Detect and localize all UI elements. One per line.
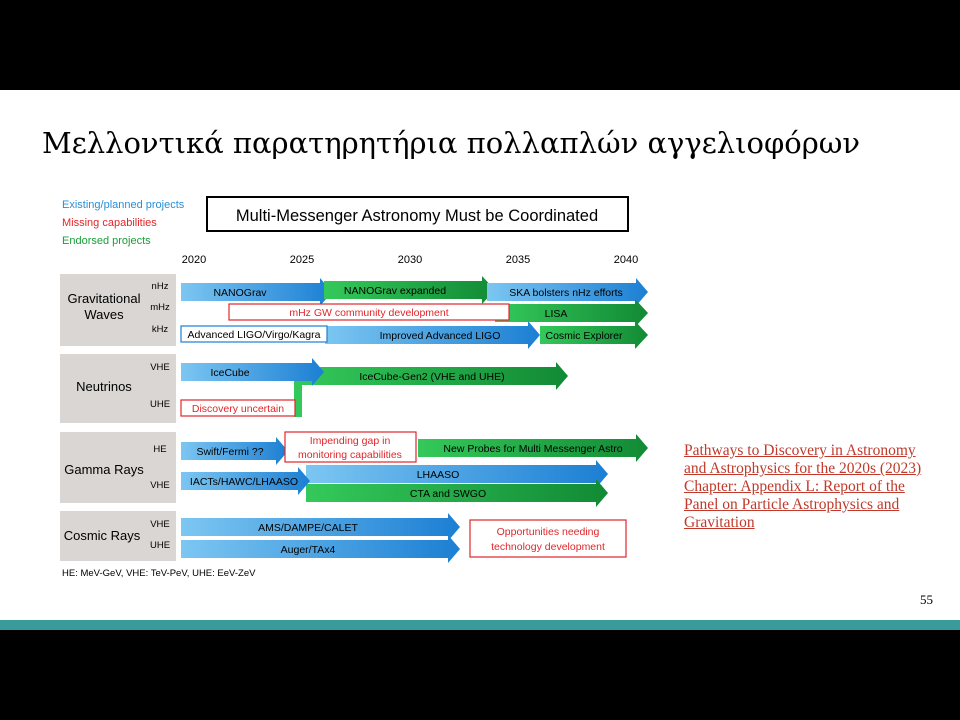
category-label: Neutrinos bbox=[76, 379, 132, 394]
slide-title: Μελλοντικά παρατηρητήρια πολλαπλών αγγελιοφόρων bbox=[42, 126, 861, 160]
category-label: Waves bbox=[84, 307, 124, 322]
footer-accent-bar bbox=[0, 620, 960, 630]
reference-line[interactable]: Pathways to Discovery in Astronomy bbox=[684, 442, 916, 459]
project-impending-gap-line2: monitoring capabilities bbox=[298, 449, 402, 461]
legend-missing: Missing capabilities bbox=[62, 217, 157, 229]
project-opportunities-line2: technology development bbox=[491, 541, 605, 553]
band-label: UHE bbox=[149, 540, 171, 551]
reference-link[interactable] bbox=[684, 442, 944, 532]
year-2030: 2030 bbox=[397, 254, 423, 266]
legend-endorsed: Endorsed projects bbox=[62, 235, 151, 247]
band-label: nHz bbox=[151, 281, 169, 292]
timeline-diagram bbox=[40, 177, 662, 585]
band-label: VHE bbox=[150, 519, 170, 530]
band-label: VHE bbox=[150, 362, 170, 373]
project-auger: Auger/TAx4 bbox=[280, 544, 336, 556]
figure-footnote: HE: MeV-GeV, VHE: TeV-PeV, UHE: EeV-ZeV bbox=[62, 568, 256, 579]
year-2040: 2040 bbox=[613, 254, 639, 266]
project-new-probes: New Probes for Multi Messenger Astro bbox=[443, 443, 623, 455]
project-nanograv: NANOGrav bbox=[213, 287, 267, 299]
project-cosmic-explorer: Cosmic Explorer bbox=[545, 330, 623, 342]
project-nanograv-expanded: NANOGrav expanded bbox=[343, 285, 447, 297]
project-impending-gap-line1: Impending gap in bbox=[309, 435, 391, 447]
headline: Multi-Messenger Astronomy Must be Coordinated bbox=[235, 207, 599, 225]
year-2020: 2020 bbox=[181, 254, 207, 266]
project-advanced-ligo: Advanced LIGO/Virgo/Kagra bbox=[187, 329, 321, 341]
band-label: HE bbox=[153, 444, 167, 455]
project-discovery-uncertain: Discovery uncertain bbox=[191, 403, 285, 415]
project-ska: SKA bolsters nHz efforts bbox=[509, 287, 623, 299]
project-lhaaso: LHAASO bbox=[416, 469, 460, 481]
category-label: Gravitational bbox=[67, 291, 141, 306]
band-label: VHE bbox=[150, 480, 170, 491]
year-2035: 2035 bbox=[505, 254, 531, 266]
category-label: Gamma Rays bbox=[64, 462, 144, 477]
project-mhz-community: mHz GW community development bbox=[289, 307, 449, 319]
arrow-lisa bbox=[495, 299, 648, 327]
project-improved-ligo: Improved Advanced LIGO bbox=[379, 330, 501, 342]
page-number: 55 bbox=[920, 592, 933, 607]
year-2025: 2025 bbox=[289, 254, 315, 266]
band-label: kHz bbox=[151, 324, 169, 335]
legend-existing: Existing/planned projects bbox=[62, 199, 185, 211]
project-lisa: LISA bbox=[544, 308, 568, 320]
project-iacts: IACTs/HAWC/LHAASO bbox=[189, 476, 299, 488]
category-label: Cosmic Rays bbox=[63, 528, 141, 543]
project-opportunities-line1: Opportunities needing bbox=[496, 526, 600, 538]
reference-line[interactable]: Chapter: Appendix L: Report of the bbox=[684, 478, 905, 495]
project-cta-swgo: CTA and SWGO bbox=[409, 488, 487, 500]
timeline-figure bbox=[40, 177, 662, 585]
band-label: UHE bbox=[149, 399, 171, 410]
project-swift-fermi: Swift/Fermi ?? bbox=[196, 446, 264, 458]
band-label: mHz bbox=[150, 302, 170, 313]
reference-line[interactable]: Gravitation bbox=[684, 514, 755, 531]
project-ams: AMS/DAMPE/CALET bbox=[258, 522, 358, 534]
slide bbox=[0, 90, 960, 630]
reference-line[interactable]: and Astrophysics for the 2020s (2023) bbox=[684, 460, 922, 477]
project-icecube: IceCube bbox=[210, 367, 250, 379]
project-icecube-gen2: IceCube-Gen2 (VHE and UHE) bbox=[359, 371, 505, 383]
reference-line[interactable]: Panel on Particle Astrophysics and bbox=[684, 496, 900, 513]
